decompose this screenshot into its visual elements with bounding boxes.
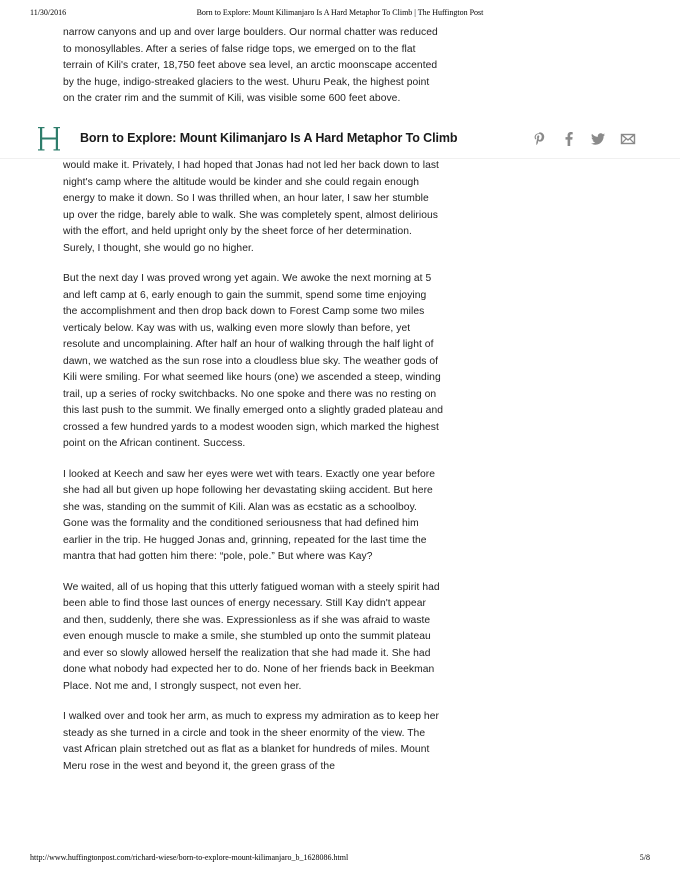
print-header (0, 8, 680, 20)
huffpost-logo-icon[interactable] (38, 126, 60, 152)
article-paragraph: I looked at Keech and saw her eyes were wet with tears. Exactly one year before she had all but given up hope following her devastating skiing accident. But here she was, standing on the summit of Kili. Alan was as ecstatic as a schoolboy. Gone was the formality and the conditioned seriousness that had defined him earlier in the trip. He hugged Jonas and, grinning, repeated for the last time the mantra that had gotten him there: “pole, pole.” But where was Kay? (63, 468, 435, 562)
article-body (63, 158, 443, 789)
article-paragraph: We waited, all of us hoping that this utterly fatigued woman with a steely spirit had been able to find those last ounces of energy necessary. Still Kay didn't appear and then, suddenly, there she was. Expressionless as if she was afraid to waste even enough muscle to make a smile, she stumbled up onto the summit plateau and ever so slowly allowed herself the realization that she had made it. She had done what nobody had expected her to do. None of her friends back in Beekman Place. Not me and, I strongly suspect, not even her. (63, 581, 440, 692)
twitter-icon[interactable] (590, 131, 606, 147)
email-icon[interactable] (620, 131, 636, 147)
print-page-number: 5/8 (639, 853, 650, 862)
print-url: http://www.huffingtonpost.com/richard-wiese/born-to-explore-mount-kilimanjaro_b_1628086.html (30, 853, 349, 862)
print-date: 11/30/2016 (30, 8, 67, 17)
sticky-article-title[interactable]: Born to Explore: Mount Kilimanjaro Is A Hard Metaphor To Climb (80, 131, 458, 145)
article-paragraph: I walked over and took her arm, as much to express my admiration as to keep her steady as she turned in a circle and took in the sheer enormity of the view. The vast African plain stretched out as flat as a blanket for hundreds of miles. Mount Meru rose in the west and beyond it, the green grass of the (63, 711, 439, 772)
facebook-icon[interactable] (561, 131, 577, 147)
article-paragraph: But the next day I was proved wrong yet again. We awoke the next morning at 5 and left camp at 6, early enough to gain the summit, spend some time enjoying the accomplishment and then drop back down to Forest Camp some two miles verticaly below. Kay was with us, walking even more slowly than before, yet resolute and uncomplaining. After half an hour of walking through the half light of dawn, we watched as the sun rose into a cloudless blue sky. The weather gods of Kili were smiling. For what seemed like hours (one) we ascended a steep, winding trail, up a series of rocky switchbacks. No one spoke and there was no resting on this last push to the summit. We finally emerged onto a slightly graded plateau and crossed a few hundred yards to a modest wooden sign, which marked the highest point on the African continent. Success. (63, 273, 444, 449)
print-footer (0, 853, 680, 865)
article-text-top (63, 25, 443, 118)
print-page-title: Born to Explore: Mount Kilimanjaro Is A Hard Metaphor To Climb | The Huffington Post (196, 8, 484, 17)
article-paragraph: would make it. Privately, I had hoped that Jonas had not led her back down to last night's camp where the altitude would be kinder and she could regain enough energy to make it down. So I was thrilled when, an hour later, I saw her stumble up over the ridge, barely able to walk. She was completely spent, almost delirious with the effort, and held upright only by the sheet force of her determination. Surely, I thought, she would go no higher. (63, 160, 439, 254)
pinterest-icon[interactable] (531, 131, 547, 147)
article-paragraph: narrow canyons and up and over large boulders. Our normal chatter was reduced to monosyllables. After a series of false ridge tops, we emerged on to the flat terrain of Kili's crater, 18,750 feet above sea level, an arctic moonscape accented by the huge, indigo-streaked glaciers to the west. Uhuru Peak, the highest point on the crater rim and the summit of Kili, was visible some 600 feet above. (63, 27, 438, 104)
sticky-header-bar (0, 120, 680, 159)
